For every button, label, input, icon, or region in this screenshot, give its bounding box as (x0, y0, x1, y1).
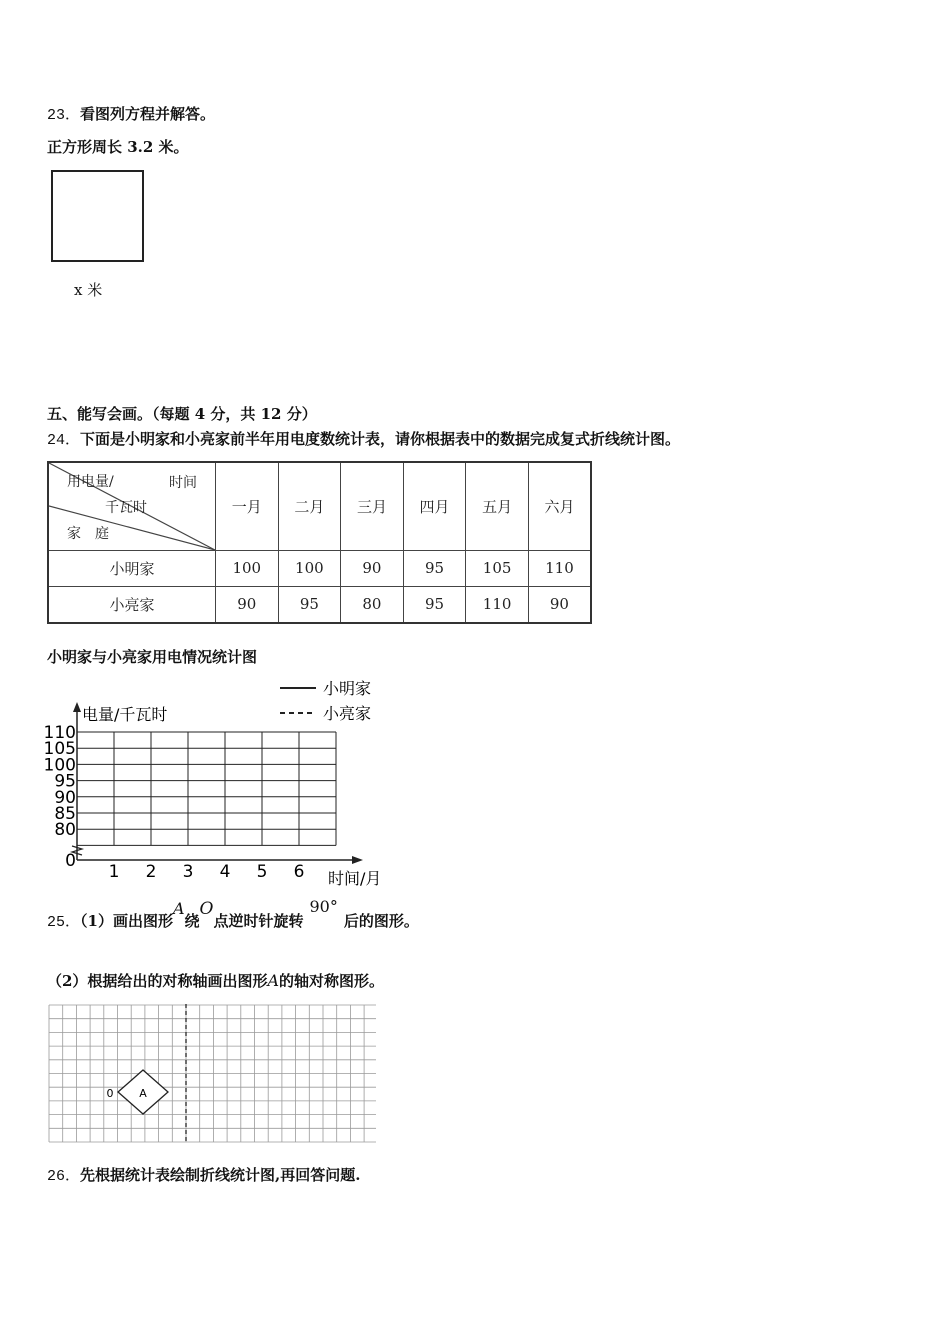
y-tick-label: 95 (54, 771, 76, 792)
q23-condition: 正方形周长 3.2 米。 (47, 138, 189, 156)
month-header: 四月 (403, 462, 466, 551)
point-label: O (199, 899, 214, 919)
x-tick-label: 6 (293, 862, 305, 882)
month-header: 三月 (341, 462, 404, 551)
q23-prompt: 23．看图列方程并解答。 (47, 105, 216, 124)
header-unit-label: 千瓦时 (105, 500, 147, 516)
table-cell: 95 (403, 586, 466, 623)
legend-label: 小亮家 (323, 704, 372, 723)
month-header: 一月 (216, 462, 279, 551)
line-chart (40, 672, 410, 892)
row-family-name: 小亮家 (48, 586, 216, 623)
table-row (48, 586, 591, 623)
table-cell: 110 (466, 586, 529, 623)
chart-title: 小明家与小亮家用电情况统计图 (47, 648, 258, 666)
y-tick-label: 100 (43, 755, 76, 776)
table-cell: 90 (216, 586, 279, 623)
table-cell: 90 (341, 551, 404, 587)
y-axis-arrow-icon (73, 702, 81, 712)
month-header: 六月 (528, 462, 591, 551)
table-cell: 100 (216, 551, 279, 587)
table-cell: 105 (466, 551, 529, 587)
section-title: 五、能写会画。（每题 4 分，共 12 分） (47, 405, 317, 423)
y-tick-label: 110 (43, 723, 76, 743)
q25-part2: （2）根据给出的对称轴画出图形A的轴对称图形。 (47, 971, 385, 990)
y-tick-label: 80 (54, 820, 76, 841)
angle-label: 90° (309, 897, 338, 916)
diamond-label: A (139, 1087, 147, 1100)
row-family-name: 小明家 (48, 551, 216, 587)
square-side-label: x 米 (74, 281, 103, 299)
q25-part1: 25．（1）画出图形A绕O点逆时针旋转90°后的图形。 (47, 897, 419, 931)
header-usage-label: 用电量/ (67, 474, 114, 490)
q24-prompt: 24．下面是小明家和小亮家前半年用电度数统计表，请你根据表中的数据完成复式折线统计图。 (47, 430, 681, 449)
table-row (48, 551, 591, 587)
table-cell: 100 (278, 551, 341, 587)
chart-ticks (44, 723, 305, 882)
x-axis-label: 时间/月 (328, 869, 382, 888)
x-tick-label: 2 (145, 862, 157, 882)
table-cell: 80 (341, 586, 404, 623)
symmetry-grid (48, 1004, 376, 1146)
chart-axes (72, 702, 363, 864)
table-header-diagonal-cell (48, 462, 216, 551)
y-tick-label: 0 (65, 851, 76, 871)
x-tick-label: 1 (108, 862, 120, 882)
month-header: 五月 (466, 462, 529, 551)
shape-label: A (172, 899, 185, 918)
chart-legend (280, 679, 371, 723)
x-tick-label: 5 (256, 862, 268, 882)
header-family-label: 家 庭 (67, 526, 109, 542)
square-figure (51, 170, 144, 262)
table-cell: 110 (528, 551, 591, 587)
x-tick-label: 4 (219, 862, 231, 882)
y-tick-label: 105 (43, 739, 76, 760)
chart-grid (77, 732, 336, 845)
usage-table (47, 461, 592, 624)
shape-label: A (267, 971, 280, 990)
month-header: 二月 (278, 462, 341, 551)
grid-lines (49, 1005, 376, 1142)
header-time-label: 时间 (169, 475, 197, 491)
table-cell: 95 (403, 551, 466, 587)
y-tick-label: 90 (54, 787, 76, 808)
table-cell: 95 (278, 586, 341, 623)
q26-prompt: 26．先根据统计表绘制折线统计图,再回答问题. (47, 1166, 361, 1185)
table-cell: 90 (528, 586, 591, 623)
y-tick-label: 85 (54, 804, 76, 824)
point-o-label: 0 (106, 1087, 114, 1100)
legend-label: 小明家 (323, 679, 372, 698)
x-tick-label: 3 (182, 862, 194, 882)
x-axis-arrow-icon (352, 856, 363, 864)
y-axis-label: 电量/千瓦时 (82, 705, 168, 724)
